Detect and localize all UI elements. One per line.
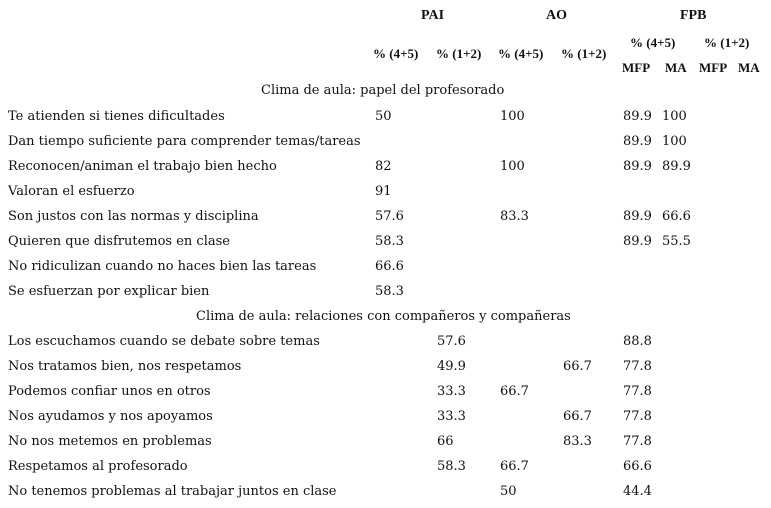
cell-fpb-mfp: 77.8 — [623, 359, 652, 374]
row-label: Te atienden si tienes dificultades — [8, 109, 225, 124]
subheader-fpb-12-mfp: MFP — [699, 60, 728, 75]
cell-fpb-ma: 100 — [662, 109, 687, 124]
subheader-pai-45: % (4+5) — [373, 46, 419, 61]
cell-fpb-mfp: 89.9 — [623, 109, 652, 124]
subheader-fpb-12: % (1+2) — [704, 35, 750, 50]
row-label: Quieren que disfrutemos en clase — [8, 234, 230, 249]
subheader-ao-45: % (4+5) — [498, 46, 544, 61]
cell-pai-45: 58.3 — [375, 284, 404, 299]
cell-ao-45: 66.7 — [500, 459, 529, 474]
cell-fpb-mfp: 89.9 — [623, 134, 652, 149]
subheader-ao-12: % (1+2) — [561, 46, 607, 61]
cell-pai-45: 50 — [375, 109, 392, 124]
cell-fpb-ma: 55.5 — [662, 234, 691, 249]
cell-ao-45: 50 — [500, 484, 517, 499]
header-pai: PAI — [421, 8, 445, 23]
cell-pai-45: 66.6 — [375, 259, 404, 274]
cell-pai-12: 49.9 — [437, 359, 466, 374]
cell-pai-12: 58.3 — [437, 459, 466, 474]
row-label: Podemos confiar unos en otros — [8, 384, 211, 399]
subheader-fpb-45-mfp: MFP — [622, 60, 651, 75]
cell-pai-12: 66 — [437, 434, 454, 449]
cell-fpb-mfp: 77.8 — [623, 434, 652, 449]
cell-fpb-mfp: 88.8 — [623, 334, 652, 349]
cell-ao-45: 83.3 — [500, 209, 529, 224]
row-label: No nos metemos en problemas — [8, 434, 212, 449]
subheader-fpb-45-ma: MA — [665, 60, 687, 75]
cell-pai-12: 33.3 — [437, 384, 466, 399]
cell-pai-12: 57.6 — [437, 334, 466, 349]
cell-ao-45: 66.7 — [500, 384, 529, 399]
row-label: Dan tiempo suficiente para comprender temas/tareas — [8, 134, 361, 149]
cell-fpb-mfp: 89.9 — [623, 209, 652, 224]
row-label: Nos tratamos bien, nos respetamos — [8, 359, 242, 374]
header-ao: AO — [546, 8, 567, 23]
cell-fpb-mfp: 89.9 — [623, 234, 652, 249]
cell-fpb-mfp: 77.8 — [623, 409, 652, 424]
cell-pai-45: 57.6 — [375, 209, 404, 224]
cell-fpb-ma: 100 — [662, 134, 687, 149]
cell-pai-12: 33.3 — [437, 409, 466, 424]
row-label: Se esfuerzan por explicar bien — [8, 284, 210, 299]
row-label: No ridiculizan cuando no haces bien las tareas — [8, 259, 317, 274]
cell-fpb-ma: 66.6 — [662, 209, 691, 224]
row-label: Valoran el esfuerzo — [8, 184, 135, 199]
row-label: Respetamos al profesorado — [8, 459, 188, 474]
cell-ao-45: 100 — [500, 109, 525, 124]
cell-pai-45: 82 — [375, 159, 392, 174]
cell-pai-45: 91 — [375, 184, 392, 199]
cell-pai-45: 58.3 — [375, 234, 404, 249]
cell-ao-12: 83.3 — [563, 434, 592, 449]
cell-ao-45: 100 — [500, 159, 525, 174]
cell-fpb-mfp: 89.9 — [623, 159, 652, 174]
cell-fpb-ma: 89.9 — [662, 159, 691, 174]
cell-fpb-mfp: 66.6 — [623, 459, 652, 474]
section-title: Clima de aula: relaciones con compañeros y compañeras — [196, 309, 571, 324]
cell-fpb-mfp: 77.8 — [623, 384, 652, 399]
subheader-pai-12: % (1+2) — [436, 46, 482, 61]
header-fpb: FPB — [680, 8, 707, 23]
subheader-fpb-12-ma: MA — [738, 60, 760, 75]
cell-ao-12: 66.7 — [563, 409, 592, 424]
row-label: Reconocen/animan el trabajo bien hecho — [8, 159, 277, 174]
row-label: Son justos con las normas y disciplina — [8, 209, 259, 224]
row-label: Los escuchamos cuando se debate sobre temas — [8, 334, 320, 349]
subheader-fpb-45: % (4+5) — [630, 35, 676, 50]
cell-ao-12: 66.7 — [563, 359, 592, 374]
section-title: Clima de aula: papel del profesorado — [261, 83, 505, 98]
cell-fpb-mfp: 44.4 — [623, 484, 652, 499]
row-label: No tenemos problemas al trabajar juntos en clase — [8, 484, 337, 499]
row-label: Nos ayudamos y nos apoyamos — [8, 409, 213, 424]
